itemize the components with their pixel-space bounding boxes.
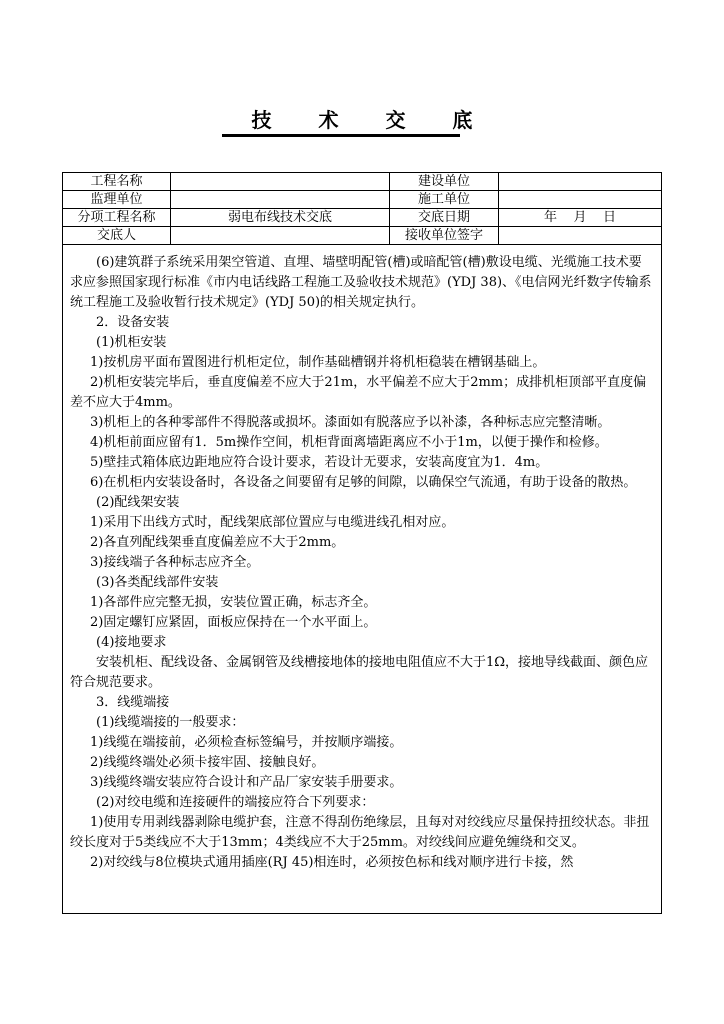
receiver-signature-label: 接收单位签字 (390, 227, 499, 244)
sub-project-name-value: 弱电布线技术交底 (171, 209, 390, 226)
supervision-unit-label: 监理单位 (63, 191, 171, 208)
header-row-4 (63, 227, 661, 245)
content-paragraph: 2)对绞线与8位模块式通用插座(RJ 45)相连时，必须按色标和线对顺序进行卡接，然 (90, 855, 574, 870)
content-paragraph: (2)配线架安装 (96, 495, 180, 510)
content-paragraph: 2)机柜安装完毕后，垂直度偏差不应大于21m，水平偏差不应大于2mm；成排机柜顶部平直度偏差不应大于4mm。 (70, 375, 647, 410)
discloser-label: 交底人 (63, 227, 171, 244)
content-paragraph: 3．线缆端接 (96, 695, 170, 710)
content-paragraph: 4)机柜前面应留有1．5m操作空间，机柜背面离墙距离应不小于1m，以便于操作和检修。 (90, 435, 608, 450)
content-paragraph: 安装机柜、配线设备、金属钢管及线槽接地体的接地电阻值应不大于1Ω，接地导线截面、颜色应符合规范要求。 (70, 655, 649, 690)
header-row-2 (63, 191, 661, 209)
content-paragraph: 1)采用下出线方式时，配线架底部位置应与电缆进线孔相对应。 (90, 515, 455, 530)
supervision-unit-value (171, 191, 390, 208)
receiver-signature-value (499, 227, 661, 244)
content-paragraph: 1)各部件应完整无损，安装位置正确，标志齐全。 (90, 595, 377, 610)
content-paragraph: (1)线缆端接的一般要求： (96, 715, 245, 730)
disclosure-date-label: 交底日期 (390, 209, 499, 226)
content-paragraph: (2)对绞电缆和连接硬件的端接应符合下列要求： (96, 795, 375, 810)
content-paragraph: (1)机柜安装 (96, 335, 167, 350)
title-underline (222, 134, 460, 137)
header-row-3 (63, 209, 661, 227)
content-paragraph: 2．设备安装 (96, 315, 170, 330)
content-paragraph: 3)线缆终端安装应符合设计和产品厂家安装手册要求。 (90, 775, 403, 790)
content-paragraph: 1)线缆在端接前，必须检查标签编号，并按顺序端接。 (90, 735, 403, 750)
content-paragraph: 6)在机柜内安装设备时，各设备之间要留有足够的间隙，以确保空气流通，有助于设备的散热。 (90, 475, 637, 490)
builder-unit-label: 施工单位 (390, 191, 499, 208)
content-paragraph: 3)机柜上的各种零部件不得脱落或损坏。漆面如有脱落应予以补漆，各种标志应完整清晰。 (90, 415, 611, 430)
content-paragraph: 2)各直列配线架垂直度偏差应不大于2mm。 (90, 535, 345, 550)
construction-unit-label: 建设单位 (390, 173, 499, 190)
content-paragraph: 1)使用专用剥线器剥除电缆护套，注意不得刮伤绝缘层，且每对对绞线应尽量保持扭绞状态。非扭绞长度对于5类线应不大于13mm；4类线应不大于25mm。对绞线间应避免缠绕和交叉。 (70, 815, 650, 850)
disclosure-content (63, 245, 661, 873)
sub-project-name-label: 分项工程名称 (63, 209, 171, 226)
page-title: 技 术 交 底 (251, 108, 493, 132)
disclosure-date-value: 年 月 日 (543, 210, 617, 225)
header-row-1 (63, 173, 661, 191)
content-paragraph: 5)壁挂式箱体底边距地应符合设计要求，若设计无要求，安装高度宜为1．4m。 (90, 455, 549, 470)
content-paragraph: 2)固定螺钉应紧固，面板应保持在一个水平面上。 (90, 615, 377, 630)
builder-unit-value (499, 191, 661, 208)
discloser-value (171, 227, 390, 244)
content-paragraph: (4)接地要求 (96, 635, 167, 650)
project-name-label: 工程名称 (63, 173, 171, 190)
content-paragraph: 1)按机房平面布置图进行机柜定位，制作基础槽钢并将机柜稳装在槽钢基础上。 (90, 355, 546, 370)
project-name-value (171, 173, 390, 190)
content-paragraph: (6)建筑群子系统采用架空管道、直埋、墙壁明配管(槽)或暗配管(槽)敷设电缆、光缆施工技术要求应参照国家现行标准《市内电话线路工程施工及验收技术规范》(YDJ 38)、《电信网光纤数字传输系统工程施工及验收暂行技术规定》(YDJ 50)的相关规定执行。 (70, 255, 652, 310)
content-paragraph: (3)各类配线部件安装 (96, 575, 219, 590)
content-paragraph: 2)线缆终端处必须卡接牢固、接触良好。 (90, 755, 325, 770)
content-paragraph: 3)接线端子各种标志应齐全。 (90, 555, 260, 570)
construction-unit-value (499, 173, 661, 190)
disclosure-table (62, 172, 662, 914)
